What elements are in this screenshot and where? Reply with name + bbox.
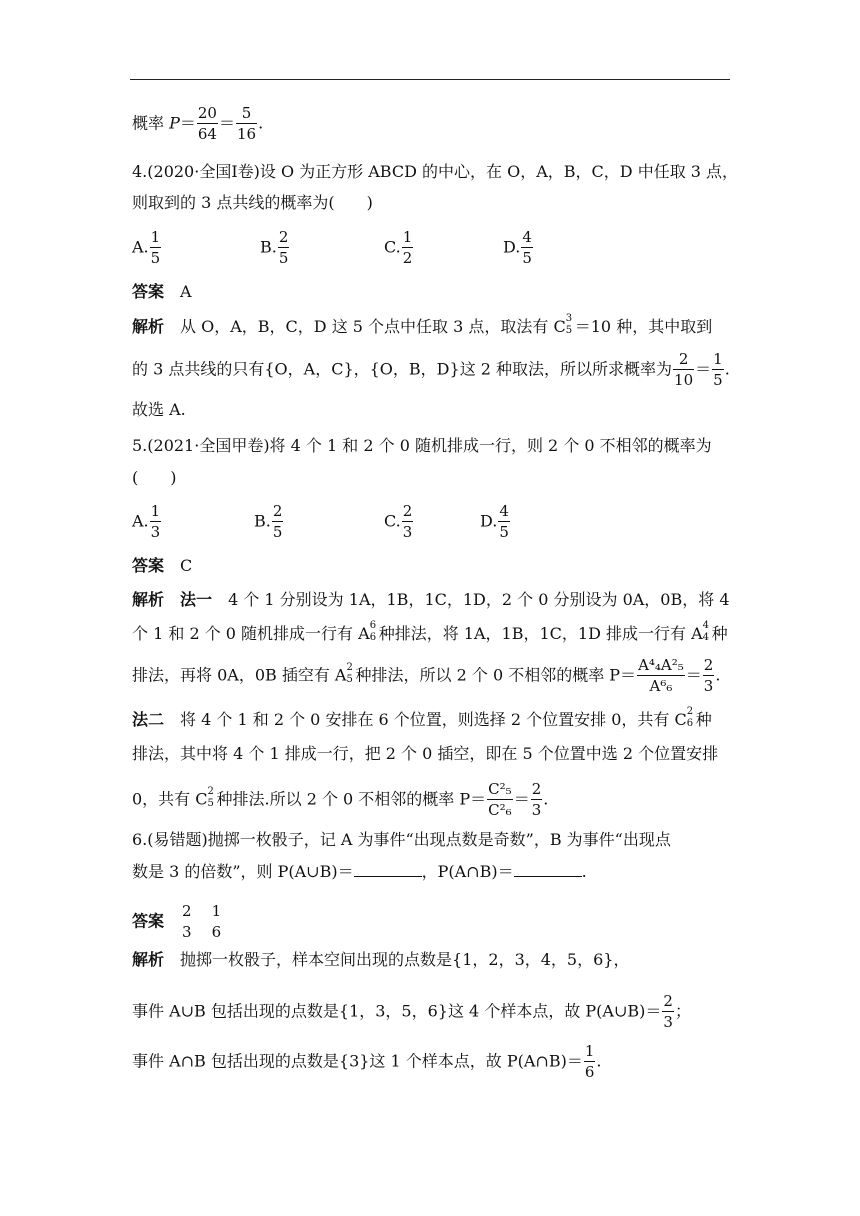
- q4-option-b[interactable]: B. $\frac{2}{5}$: [260, 228, 289, 267]
- q6-answer: 答案 2 3 1 6: [132, 902, 222, 941]
- q4-option-c[interactable]: C. $\frac{1}{2}$: [384, 228, 413, 267]
- q6-stem-line2: 数是 3 的倍数”，则 P(A∪B)＝ ，P(A∩B)＝ .: [132, 862, 587, 881]
- q5-method2-line2: 排法，其中将 4 个 1 排成一行，把 2 个 0 插空，即在 5 个位置中选 2 个位置安排: [132, 744, 719, 763]
- q6-stem-line1: 6.(易错题)抛掷一枚骰子，记 A 为事件“出现点数是奇数”，B 为事件“出现点: [132, 830, 671, 849]
- q4-analysis-line1: 解析 从 O，A，B，C，D 这 5 个点中任取 3 点，取法有 C 3 5 ＝10 种，其中取到: [132, 313, 713, 336]
- q5-answer: 答案 C: [132, 556, 193, 575]
- q4-stem-line2: 则取到的 3 点共线的概率为( ): [132, 193, 373, 212]
- q5-method2-line3: 0，共有 C 2 5 种排法.所以 2 个 0 不相邻的概率 P＝ $\frac{\text{C²₅}}{\text{C²₆}}$ ＝ $\frac{2}{3}$ .: [132, 780, 549, 819]
- q4-option-a[interactable]: A. $\frac{1}{5}$: [132, 228, 161, 267]
- q5-stem-line2: ( ): [132, 468, 177, 487]
- q4-analysis-line3: 故选 A.: [132, 400, 186, 419]
- answer-blank-1[interactable]: [354, 862, 422, 877]
- prev-solution-end: 概率 P＝ $\frac{20}{64}$ ＝ $\frac{5}{16}$ .: [132, 104, 264, 143]
- q4-stem-line1: 4.(2020·全国Ⅰ卷)设 O 为正方形 ABCD 的中心，在 O，A，B，C，D 中任取 3 点，: [132, 162, 739, 181]
- q4-option-d[interactable]: D. $\frac{4}{5}$: [503, 228, 532, 267]
- q5-method1-line3: 排法，再将 0A，0B 插空有 A 2 5 种排法，所以 2 个 0 不相邻的概率 P＝ $\frac{\text{A⁴₄A²₅}}{\text{A⁶₆}}$ ＝ $\frac{2}{3}$ .: [132, 656, 721, 695]
- q5-method1-line1: 解析 法一 4 个 1 分别设为 1A，1B，1C，1D，2 个 0 分别设为 0A，0B，将 4: [132, 590, 730, 609]
- q5-option-a[interactable]: A. $\frac{1}{3}$: [132, 502, 161, 541]
- q5-stem-line1: 5.(2021·全国甲卷)将 4 个 1 和 2 个 0 随机排成一行，则 2 个 0 不相邻的概率为: [132, 436, 712, 455]
- answer-blank-2[interactable]: [514, 862, 582, 877]
- header-rule: [130, 79, 730, 80]
- q5-option-d[interactable]: D. $\frac{4}{5}$: [480, 502, 509, 541]
- q5-option-c[interactable]: C. $\frac{2}{3}$: [384, 502, 413, 541]
- q5-option-b[interactable]: B. $\frac{2}{5}$: [254, 502, 283, 541]
- q6-analysis-line2: 事件 A∪B 包括出现的点数是{1，3，5，6}这 4 个样本点，故 P(A∪B)＝ $\frac{2}{3}$ ；: [132, 992, 691, 1031]
- fraction: $\frac{5}{16}$: [237, 104, 257, 143]
- fraction: $\frac{20}{64}$: [197, 104, 217, 143]
- q6-analysis-line1: 解析 抛掷一枚骰子，样本空间出现的点数是{1，2，3，4，5，6}，: [132, 950, 630, 969]
- q5-method1-line2: 个 1 和 2 个 0 随机排成一行有 A 6 6 种排法，将 1A，1B，1C，1D 排成一行有 A 4 4 种: [132, 620, 728, 643]
- q4-answer: 答案 A: [132, 282, 192, 301]
- q5-method2-line1: 法二 将 4 个 1 和 2 个 0 安排在 6 个位置，则选择 2 个位置安排 0，共有 C 2 6 种: [132, 706, 712, 729]
- q6-analysis-line3: 事件 A∩B 包括出现的点数是{3}这 1 个样本点，故 P(A∩B)＝ $\frac{1}{6}$ .: [132, 1042, 602, 1081]
- q4-analysis-line2: 的 3 点共线的只有{O，A，C}，{O，B，D}这 2 种取法，所以所求概率为 $\frac{2}{10}$ ＝ $\frac{1}{5}$ .: [132, 350, 730, 389]
